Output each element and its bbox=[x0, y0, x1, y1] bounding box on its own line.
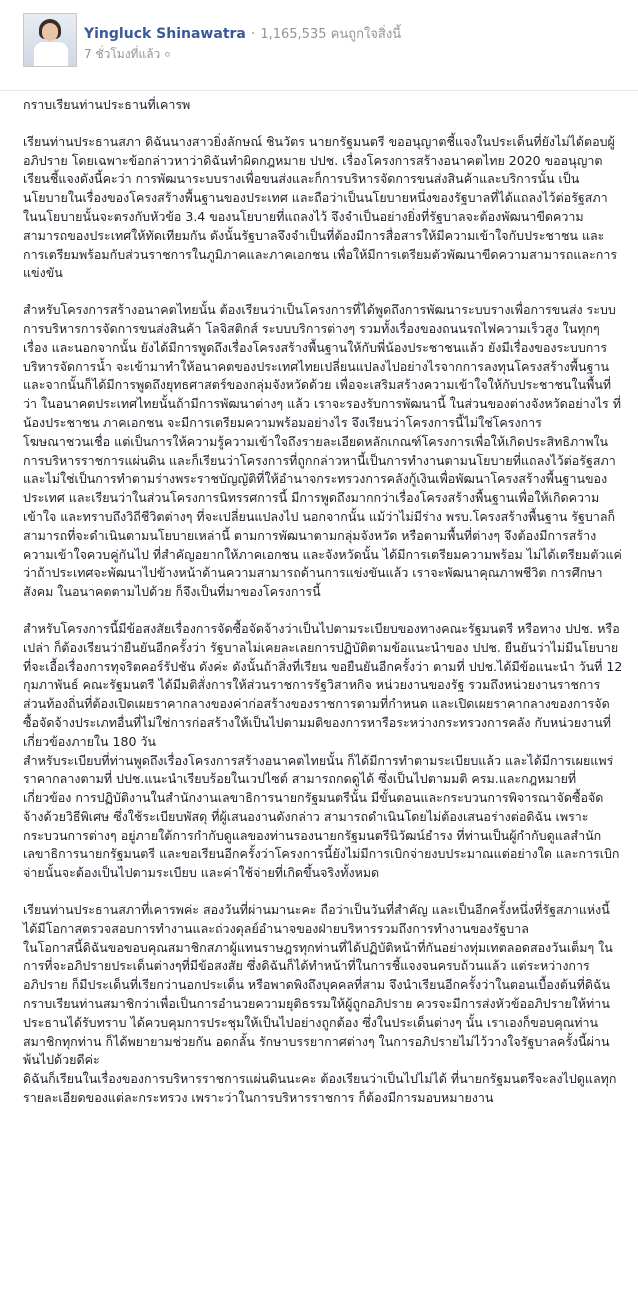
post-header bbox=[0, 0, 638, 91]
avatar-face bbox=[42, 23, 58, 41]
post-paragraph-5: เรียนท่านประธานสภาที่เคารพค่ะ สองวันที่ผ่านมานะคะ ถือว่าเป็นวันที่สำคัญ และเป็นอีกครั้งหนึ่งที่รัฐสภาแห่งนี้ ได้มีโอกาสตรวจสอบการทำงานและถ่วงดุลย์อำนาจของฝ่ายบริหารรวมถึงการทำงานของรัฐบาล bbox=[23, 902, 610, 936]
page-avatar[interactable] bbox=[23, 13, 77, 67]
post-body bbox=[23, 96, 623, 1108]
globe-icon: ⚪ bbox=[163, 50, 172, 61]
post-paragraph-2: สำหรับโครงการสร้างอนาคตไทยนั้น ต้องเรียนว่าเป็นโครงการที่ได้พูดถึงการพัฒนาระบบรางเพื่อการขนส่ง ระบบการบริหารการจัดการขนส่งสินค้า โลจิสติกส์ ระบบบริการต่างๆ รวมทั้งเรื่องของถนนรถไฟความเร็วสูง ในทุกๆ เรื่อง และนอกจากนั้น ยังได้มีการพูดถึงเรื่องโครงสร้างพื้นฐานให้กับพี่น้องประชาชนแล้ว ยังมีเรื่องของระบบการบริหารจัดการน้ำ จะเข้ามาทำให้อนาคตของประเทศไทยเปลี่ยนแปลงไปอย่างไรจากการลงทุนโครงสร้างพื้นฐาน และจากนั้นก็ได้มีการพูดถึงยุทธศาสตร์ของกลุ่มจังหวัดด้วย เพื่อจะเสริมสร้างความเข้าใจให้กับประชาชนในพื้นที่ว่า ในอนาคตประเทศไทยนั้นถ้ามีการพัฒนาต่างๆ แล้ว เราจะรองรับการพัฒนานี้ ในส่วนของต่างจังหวัดอย่างไร ที่น้องประชาชน ภาคเอกชน จะมีการเตรียมความพร้อมอย่างไร จึงเรียนว่าโครงการนี้ไม่ใช่โครงการโฆษณาชวนเชื่อ แต่เป็นการให้ความรู้ความเข้าใจถึงรายละเอียดหลักเกณฑ์โครงการเพื่อให้เกิดประสิทธิภาพในการบริหารราชการแผ่นดิน และก็เรียนว่าโครงการที่ถูกกล่าวหานี้เป็นการทำงานตามนโยบายที่แถลงไว้ต่อรัฐสภา และไม่ใช่เป็นการทำตามร่างพระราชบัญญัติที่ให้อำนาจกระทรวงการคลังกู้เงินเพื่อพัฒนาโครงสร้างพื้นฐานของประเทศ และเรียนว่าในส่วนโครงการนิทรรศการนี้ มีการพูดถึงมากกว่าเรื่องโครงสร้างพื้นฐานเพื่อให้เกิดความเข้าใจ และทราบถึงวิถีชีวิตต่างๆ ที่จะเปลี่ยนแปลงไป นอกจากนั้น แม้ว่าไม่มีร่าง พรบ.โครงสร้างพื้นฐาน รัฐบาลก็สามารถที่จะดำเนินตามนโยบายเหล่านี้ ตามการพัฒนาตามกลุ่มจังหวัด หรือตามพื้นที่ต่างๆ จึงต้องมีการสร้างความเข้าใจควบคู่กันไป ที่สำคัญอยากให้ภาคเอกชน และจังหวัดนั้น ได้มีการเตรียมความพร้อม ไม่ได้เตรียมตัวแค่ว่าถ้าประเทศจะพัฒนาไปข้างหน้าด้านความสามารถด้านการแข่งขันแล้ว เราจะพัฒนาคุณภาพชีวิต การศึกษา สังคม ในอนาคตตามไปด้วย ก็จึงเป็นที่มาของโครงการนี้ bbox=[23, 302, 622, 600]
post-paragraph-1: เรียนท่านประธานสภา ดิฉันนางสาวยิ่งลักษณ์ ชินวัตร นายกรัฐมนตรี ขออนุญาตชี้แจงในประเด็นที่ยังไม่ได้ตอบผู้อภิปราย โดยเฉพาะข้อกล่าวหาว่าดิฉันทำผิดกฎหมาย ปปช. เรื่องโครงการสร้างอนาคตไทย 2020 ขออนุญาตเรียนชี้แจงดังนี้คะว่า การพัฒนาระบบรางเพื่อขนส่งและก็การบริหารจัดการขนส่งสินค้าและบริการนั้น เป็นนโยบายในเรื่องของโครงสร้างพื้นฐานของประเทศ และถือว่าเป็นนโยบายหนึ่งของรัฐบาลที่ได้แถลงไว้ต่อรัฐสภา ในนโยบายนั้นจะตรงกับหัวข้อ 3.4 ของนโยบายที่แถลงไว้ จึงจำเป็นอย่างยิ่งที่รัฐบาลจะต้องพัฒนาขีดความสามารถของประเทศให้ทัดเทียมกัน ดังนั้นรัฐบาลจึงจำเป็นที่ต้องมีการสื่อสารให้มีความเข้าใจกับประชาชน และการเตรียมพร้อมกับส่วนราชการในภูมิภาคและภาคเอกชน เพื่อให้มีการเตรียมตัวพัฒนาขีดความสามารถและการแข่งขัน bbox=[23, 133, 618, 281]
post-timestamp[interactable]: 7 ชั่วโมงที่แล้ว bbox=[84, 47, 161, 61]
post-paragraph-4: สำหรับระเบียบที่ท่านพูดถึงเรื่องโครงการสร้างอนาคตไทยนั้น ก็ได้มีการทำตามระเบียบแล้ว และได้มีการเผยแพร่ราคากลางตามที่ ปปช.แนะนำเรียบร้อยในเวปไซต์ สามารถกดดูได้ ซึ่งเป็นไปตามมติ ครม.และกฎหมายที่เกี่ยวข้อง การปฏิบัติงานในสำนักงานเลขาธิการนายกรัฐมนตรีนั้น มีขั้นตอนและกระบวนการพิจารณาจัดซื้อจัดจ้างด้วยวิธีพิเศษ ซึ่งใช้ระเบียบพัสดุ ที่ผู้เสนองานดังกล่าว สามารถดำเนินโดยไม่ต้องเสนอร่างต่อดิฉัน เพราะกระบวนการต่างๆ อยู่ภายใต้การกำกับดูแลของท่านรองนายกรัฐมนตรีนิวัฒน์ธำรง ที่ท่านเป็นผู้กำกับดูแลสำนักเลขาธิการนายกรัฐมนตรี และขอเรียนอีกครั้งว่าโครงการนี้ยังไม่มีการเบิกจ่ายงบประมาณแต่อย่างใด และการเบิกจ่ายนั้นจะต้องเป็นไปตามระเบียบ และค่าใช้จ่ายที่เกิดขึ้นจริงทั้งหมด bbox=[23, 752, 620, 881]
name-line bbox=[84, 23, 401, 44]
separator: · bbox=[250, 26, 256, 42]
post-paragraph-3: สำหรับโครงการนี้มีข้อสงสัยเรื่องการจัดซื้อจัดจ้างว่าเป็นไปตามระเบียบของทางคณะรัฐมนตรี หรือทาง ปปช. หรือเปล่า ก็ต้องเรียนว่ายืนยันอีกครั้งว่า รัฐบาลไม่เคยละเลยการปฏิบัติตามข้อแนะนำของ ปปช. ยืนยันว่าไม่มีนโยบายที่จะเอื้อเรื่องการทุจริตคอร์รัปชัน ดังค่ะ ดังนั้นถ้าสิ่งที่เรียน ขอยืนยันอีกครั้งว่า ตามที่ ปปช.ได้มีข้อแนะนำ วันที่ 12 กุมภาพันธ์ คณะรัฐมนตรี ได้มีมติสั่งการให้ส่วนราชการรัฐวิสาหกิจ หน่วยงานของรัฐ รวมถึงหน่วยงานราชการส่วนท้องถิ่นที่ต้องเปิดเผยราคากลางของค่าก่อสร้างของราชการตามที่กำหนด และเปิดเผยราคากลางของการจัดซื้อจัดจ้างประเภทอื่นที่ไม่ใช่การก่อสร้างให้เป็นไปตามมติของการหารือระหว่างกระทรวงการคลัง กับหน่วยงานที่เกี่ยวข้องภายใน 180 วัน bbox=[23, 620, 623, 749]
avatar-body bbox=[33, 41, 69, 67]
post-paragraph-7: ดิฉันก็เรียนในเรื่องของการบริหารราชการแผ่นดินนะคะ ต้องเรียนว่าเป็นไปไม่ได้ ที่นายกรัฐมนตรีจะลงไปดูแลทุกรายละเอียดของแต่ละกระทรวง เพราะว่าในการบริหารราชการ ก็ต้องมีการมอบหมายงาน bbox=[23, 1071, 617, 1106]
page-name-link[interactable]: Yingluck Shinawatra bbox=[84, 26, 246, 42]
like-count[interactable]: 1,165,535 คนถูกใจสิ่งนี้ bbox=[260, 27, 402, 42]
post-paragraph-6: ในโอกาสนี้ดิฉันขอขอบคุณสมาชิกสภาผู้แทนราษฎรทุกท่านที่ได้ปฏิบัติหน้าที่กันอย่างทุ่มเทตลอดสองวันเต็มๆ ในการที่จะอภิปรายประเด็นต่างๆที่มีข้อสงสัย ซึ่งดิฉันก็ได้ทำหน้าที่ในการชี้แจงจนครบถ้วนแล้ว แต่ระหว่างการอภิปราย ก็มีประเด็นที่เรียกว่านอกประเด็น หรือพาดพิงถึงบุคคลที่สาม จึงนำเรียนอีกครั้งว่าในตอนเบื้องต้นที่ดิฉันกราบเรียนท่านสมาชิกว่าเพื่อเป็นการอำนวยความยุติธรรมให้ผู้ถูกอภิปราย ควรจะมีการส่งหัวข้ออภิปรายให้ท่านประธานได้รับทราบ ได้ควบคุมการประชุมให้เป็นไปอย่างถูกต้อง ซึ่งในประเด็นต่างๆ นั้น เราเองก็ขอบคุณท่านสมาชิกทุกท่าน ก็ได้พยายามช่วยกัน อดกลั้น รักษาบรรยากาศต่างๆ ในการอภิปรายไม่ไว้วางใจรัฐบาลครั้งนี้ผ่านพ้นไปด้วยดีค่ะ bbox=[23, 939, 613, 1068]
time-line bbox=[84, 45, 172, 64]
post-greeting: กราบเรียนท่านประธานที่เคารพ bbox=[23, 97, 191, 112]
